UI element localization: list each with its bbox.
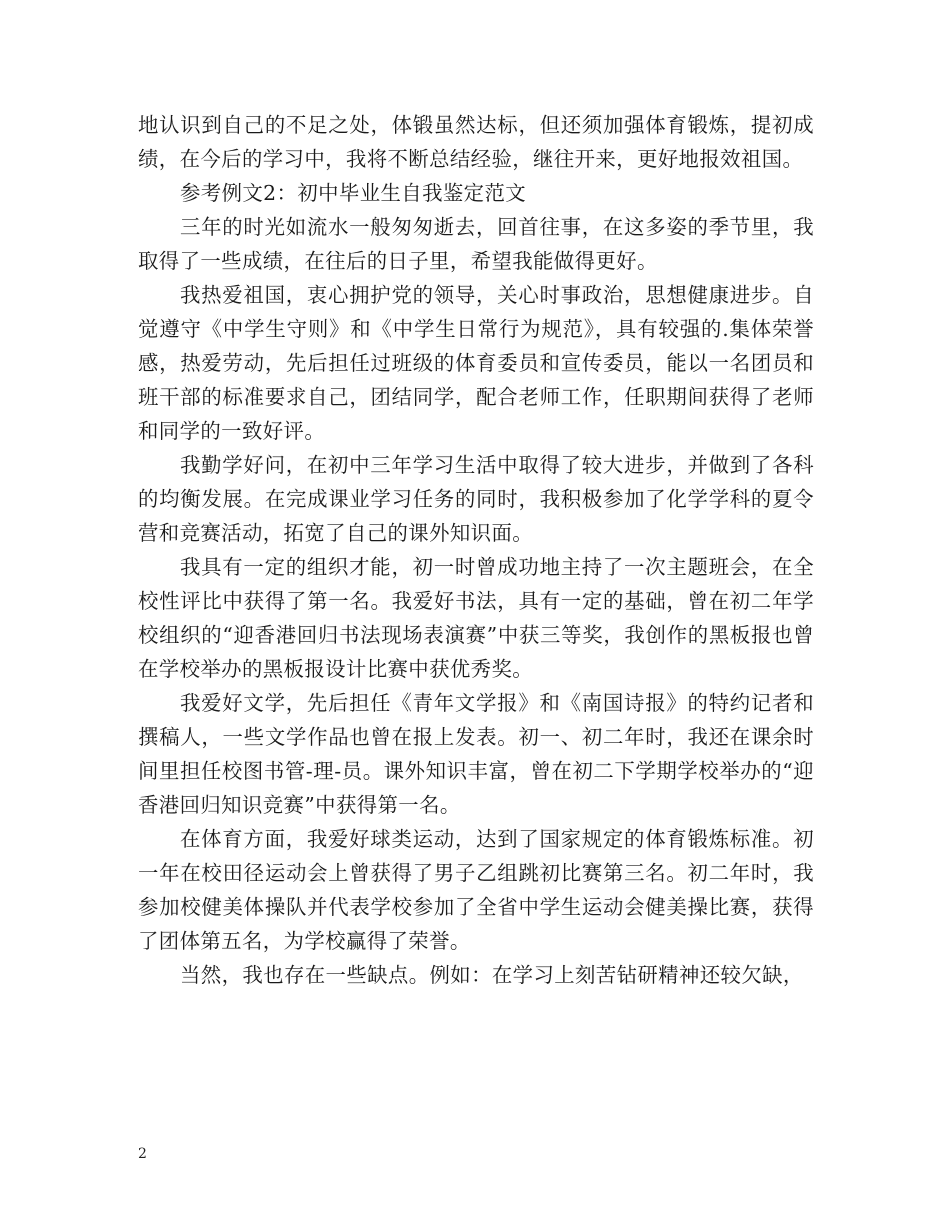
- paragraph: 我爱好文学，先后担任《青年文学报》和《南国诗报》的特约记者和撰稿人，一些文学作品也曾在报上发表。初一、初二年时，我还在课余时间里担任校图书管-理-员。课外知识丰富，曾在初二下学期学校举办的“迎香港回归知识竞赛”中获得第一名。: [138, 691, 814, 817]
- paragraph: 我热爱祖国，衷心拥护党的领导，关心时事政治，思想健康进步。自觉遵守《中学生守则》和《中学生日常行为规范》，具有较强的.集体荣誉感，热爱劳动，先后担任过班级的体育委员和宣传委员，能以一名团员和班干部的标准要求自己，团结同学，配合老师工作，任职期间获得了老师和同学的一致好评。: [138, 283, 814, 443]
- paragraph: 地认识到自己的不足之处，体锻虽然达标，但还须加强体育锻炼，提初成绩，在今后的学习中，我将不断总结经验，继往开来，更好地报效祖国。: [138, 113, 814, 171]
- paragraph: 三年的时光如流水一般匆匆逝去，回首往事，在这多姿的季节里，我取得了一些成绩，在往后的日子里，希望我能做得更好。: [138, 215, 814, 273]
- paragraph: 我具有一定的组织才能，初一时曾成功地主持了一次主题班会，在全校性评比中获得了第一名。我爱好书法，具有一定的基础，曾在初二年学校组织的“迎香港回归书法现场表演赛”中获三等奖，我创作的黑板报也曾在学校举办的黑板报设计比赛中获优秀奖。: [138, 555, 814, 681]
- paragraph: 当然，我也存在一些缺点。例如：在学习上刻苦钻研精神还较欠缺，: [180, 963, 804, 987]
- paragraph: 我勤学好问，在初中三年学习生活中取得了较大进步，并做到了各科的均衡发展。在完成课业学习任务的同时，我积极参加了化学学科的夏令营和竞赛活动，拓宽了自己的课外知识面。: [138, 453, 814, 545]
- paragraph: 在体育方面，我爱好球类运动，达到了国家规定的体育锻炼标准。初一年在校田径运动会上曾获得了男子乙组跳初比赛第三名。初二年时，我参加校健美体操队并代表学校参加了全省中学生运动会健美操比赛，获得了团体第五名，为学校赢得了荣誉。: [138, 827, 814, 953]
- document-body: [138, 108, 814, 992]
- page-number: 2: [138, 1146, 147, 1162]
- section-heading: 参考例文2：初中毕业生自我鉴定范文: [180, 181, 527, 205]
